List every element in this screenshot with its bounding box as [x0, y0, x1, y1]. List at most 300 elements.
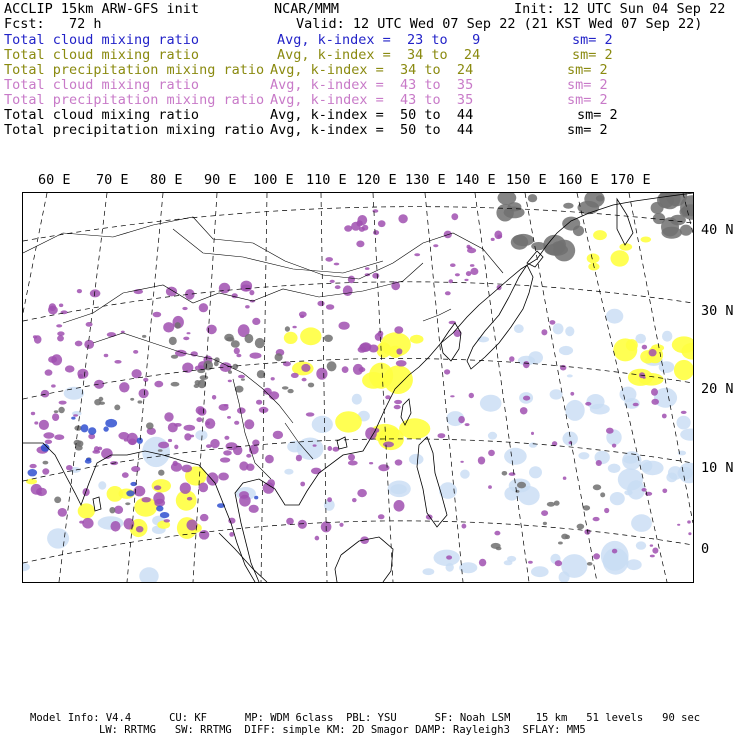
light-blue-field [666, 473, 677, 483]
purple-field [174, 423, 182, 427]
longitude-label: 160 E [558, 172, 599, 188]
light-blue-field [624, 490, 632, 495]
purple-field [488, 450, 495, 456]
legend-field-name: Total precipitation mixing ratio [4, 122, 265, 138]
purple-field [315, 536, 320, 541]
purple-field [394, 405, 401, 409]
purple-field [56, 324, 62, 327]
gray-field [562, 217, 580, 231]
purple-field [467, 245, 471, 249]
purple-field [136, 526, 144, 532]
forecast-hour: Fcst: 72 h [4, 16, 102, 32]
purple-field [352, 498, 357, 502]
purple-field [306, 412, 315, 416]
gray-field [142, 335, 146, 338]
purple-field [256, 400, 262, 405]
purple-field [218, 473, 229, 481]
purple-field [302, 378, 307, 382]
gray-field [58, 407, 64, 413]
purple-field [549, 320, 555, 325]
gray-field [583, 505, 590, 510]
purple-field [244, 419, 254, 429]
gray-field [158, 449, 163, 452]
purple-field [327, 497, 332, 502]
purple-field [199, 303, 208, 312]
purple-field [168, 439, 172, 442]
purple-field [31, 412, 35, 415]
purple-field [122, 472, 129, 478]
purple-field [182, 465, 193, 473]
purple-field [651, 388, 658, 395]
light-blue-field [640, 460, 652, 472]
purple-field [528, 561, 533, 564]
purple-field [206, 444, 212, 448]
yellow-field [399, 418, 430, 439]
purple-field [378, 220, 386, 227]
purple-field [286, 518, 294, 525]
purple-field [373, 209, 379, 213]
purple-field [369, 462, 373, 464]
purple-field [98, 447, 103, 451]
light-blue-field [480, 395, 502, 412]
purple-field [383, 442, 394, 448]
purple-field [394, 500, 405, 512]
gray-field [528, 194, 537, 202]
purple-field [219, 283, 230, 294]
light-blue-field [312, 416, 333, 433]
legend-field-name: Total precipitation mixing ratio [4, 92, 265, 108]
gray-field [175, 322, 181, 329]
purple-field [357, 489, 367, 497]
legend-field-name: Total precipitation mixing ratio [4, 62, 265, 78]
legend-smoothing: sm= 2 [567, 122, 608, 138]
purple-field [375, 333, 383, 341]
purple-field [153, 492, 164, 504]
purple-field [34, 421, 38, 424]
purple-field [300, 482, 305, 487]
coastline-korea [441, 323, 461, 361]
blue-field [28, 469, 38, 476]
purple-field [180, 483, 191, 494]
light-blue-field [514, 324, 524, 333]
purple-field [649, 349, 657, 356]
purple-field [398, 214, 407, 223]
latitude-label: 40 N [701, 222, 734, 238]
purple-field [164, 412, 173, 421]
purple-field [237, 407, 246, 413]
purple-field [687, 520, 691, 523]
yellow-field [284, 332, 298, 344]
purple-field [119, 382, 129, 392]
purple-field [48, 356, 57, 363]
purple-field [43, 432, 54, 438]
gray-field [543, 522, 547, 525]
purple-field [249, 290, 254, 295]
purple-field [94, 380, 104, 389]
purple-field [359, 343, 371, 352]
light-blue-field [680, 429, 693, 441]
purple-field [451, 213, 458, 220]
gray-field [558, 542, 563, 545]
purple-field [612, 549, 617, 554]
init-time: Init: 12 UTC Sun 04 Sep 22 [514, 1, 726, 17]
purple-field [450, 263, 456, 267]
purple-field [604, 508, 609, 513]
gray-field [226, 337, 235, 342]
gray-field [563, 203, 573, 209]
yellow-field [26, 479, 37, 485]
purple-field [541, 510, 548, 516]
purple-field [378, 514, 385, 519]
purple-field [158, 442, 169, 449]
purple-field [239, 461, 248, 470]
blue-field [85, 459, 92, 464]
gray-field [195, 380, 201, 385]
legend-smoothing: sm= 2 [572, 47, 613, 63]
gray-field [241, 378, 245, 380]
purple-field [563, 477, 567, 480]
purple-field [446, 555, 452, 559]
gray-field [125, 502, 130, 505]
gray-field [245, 334, 254, 343]
purple-field [207, 472, 219, 485]
purple-field [59, 401, 67, 405]
purple-field [104, 354, 109, 357]
gray-field [171, 355, 178, 359]
purple-field [131, 466, 140, 472]
purple-field [65, 365, 75, 372]
yellow-field [377, 342, 392, 358]
purple-field [464, 279, 468, 281]
gray-field [99, 402, 105, 405]
border-russia [23, 217, 503, 279]
purple-field [612, 444, 616, 448]
purple-field [224, 436, 229, 440]
purple-field [333, 447, 340, 452]
gray-field [680, 225, 692, 236]
purple-field [328, 446, 333, 451]
gray-field [255, 338, 265, 348]
purple-field [224, 404, 229, 406]
light-blue-field [139, 567, 158, 582]
purple-field [470, 264, 475, 267]
blue-field [103, 426, 108, 431]
light-blue-field [409, 454, 424, 465]
map-panel [22, 192, 694, 583]
purple-field [184, 425, 196, 431]
purple-field [395, 459, 403, 465]
purple-field [325, 257, 333, 262]
purple-field [531, 432, 534, 435]
purple-field [334, 263, 340, 266]
gray-field [171, 382, 180, 387]
legend-smoothing: sm= 2 [567, 92, 608, 108]
purple-field [249, 505, 259, 513]
gray-field [109, 507, 115, 513]
purple-field [339, 523, 343, 527]
legend-field-name: Total cloud mixing ratio [4, 107, 200, 123]
gray-field [200, 375, 209, 380]
purple-field [199, 530, 209, 540]
mixing-ratio-fields [23, 193, 693, 582]
purple-field [458, 416, 465, 423]
light-blue-field [98, 481, 106, 489]
gray-field [600, 492, 605, 497]
purple-field [79, 521, 84, 524]
purple-field [174, 445, 178, 450]
gray-field [547, 502, 555, 507]
yellow-field [611, 250, 629, 266]
purple-field [36, 488, 47, 496]
purple-field [187, 520, 198, 531]
blue-field [254, 496, 258, 500]
legend-smoothing: sm= 2 [572, 32, 613, 48]
purple-field [263, 482, 275, 494]
purple-field [335, 285, 341, 289]
purple-field [596, 460, 602, 466]
purple-field [585, 402, 591, 406]
gray-field [114, 405, 120, 411]
purple-field [57, 335, 64, 341]
yellow-field [641, 237, 652, 243]
purple-field [227, 416, 231, 419]
purple-field [455, 273, 460, 276]
light-blue-field [528, 351, 543, 364]
longitude-label: 100 E [253, 172, 294, 188]
border-mongolia [173, 229, 383, 273]
gray-field [54, 497, 61, 504]
purple-field [365, 267, 370, 270]
gray-field [169, 337, 177, 345]
latitude-label: 30 N [701, 303, 734, 319]
purple-field [184, 433, 191, 440]
gray-field [680, 207, 691, 217]
purple-field [114, 360, 121, 364]
grid-line [23, 282, 693, 321]
light-blue-field [388, 481, 411, 498]
purple-field [75, 341, 83, 347]
gray-field [593, 484, 601, 490]
coastline-hainan [337, 437, 347, 449]
light-blue-field [606, 309, 623, 324]
purple-field [372, 273, 379, 279]
purple-field [250, 353, 262, 359]
purple-field [220, 457, 230, 462]
latitude-label: 20 N [701, 381, 734, 397]
purple-field [77, 369, 88, 379]
grid-line [23, 193, 47, 313]
map-canvas [23, 193, 693, 582]
purple-field [643, 376, 646, 379]
purple-field [460, 461, 463, 463]
purple-field [348, 461, 358, 466]
purple-field [520, 407, 528, 414]
purple-field [66, 465, 73, 470]
legend-field-name: Total cloud mixing ratio [4, 77, 200, 93]
purple-field [570, 392, 574, 396]
gray-field [596, 195, 604, 201]
gray-field [515, 490, 519, 493]
gray-field [308, 383, 314, 388]
light-blue-field [677, 416, 691, 430]
purple-field [212, 395, 216, 400]
purple-field [45, 440, 52, 444]
purple-field [541, 329, 547, 335]
purple-field [252, 318, 260, 325]
blue-field [126, 490, 134, 496]
purple-field [450, 395, 454, 397]
purple-field [662, 414, 667, 419]
purple-field [139, 389, 149, 399]
legend-k-index: Avg, k-index = 34 to 24 [270, 62, 474, 78]
purple-field [232, 293, 238, 298]
purple-field [488, 485, 492, 489]
purple-field [52, 413, 59, 421]
purple-field [462, 524, 467, 529]
purple-field [444, 231, 452, 239]
light-blue-field [504, 560, 513, 565]
footer-physics-info: LW: RRTMG SW: RRTMG DIFF: simple KM: 2D Smagor DAMP: Rayleigh3 SFLAY: MM5 [99, 724, 586, 736]
longitude-label: 170 E [610, 172, 651, 188]
purple-field [396, 348, 402, 354]
blue-field [156, 506, 163, 512]
purple-field [494, 231, 502, 240]
purple-field [228, 380, 232, 383]
legend-smoothing: sm= 2 [567, 62, 608, 78]
gray-field [74, 440, 81, 446]
purple-field [353, 364, 363, 375]
purple-field [681, 411, 687, 414]
purple-field [650, 544, 653, 546]
purple-field [223, 450, 232, 455]
purple-field [378, 464, 389, 471]
purple-field [45, 369, 53, 375]
gray-field [146, 422, 154, 429]
purple-field [642, 488, 647, 492]
purple-field [593, 553, 600, 559]
purple-field [296, 455, 302, 462]
purple-field [142, 497, 151, 502]
purple-field [650, 555, 655, 558]
gray-field [138, 400, 143, 403]
purple-field [54, 434, 64, 440]
purple-field [662, 489, 667, 494]
purple-field [555, 560, 562, 566]
gray-field [285, 326, 290, 331]
purple-field [343, 285, 353, 296]
longitude-label: 130 E [405, 172, 446, 188]
purple-field [359, 227, 365, 232]
gray-field [502, 471, 508, 476]
purple-field [39, 420, 49, 430]
latitude-label: 0 [701, 541, 710, 557]
yellow-field [152, 479, 171, 492]
light-blue-field [631, 514, 652, 532]
purple-field [234, 348, 240, 355]
legend-k-index: Avg, k-index = 43 to 35 [270, 92, 474, 108]
yellow-field [593, 230, 607, 240]
valid-time: Valid: 12 UTC Wed 07 Sep 22 (21 KST Wed 07 Sep 22) [296, 16, 703, 32]
purple-field [30, 464, 37, 468]
blue-field [81, 424, 89, 432]
light-blue-field [578, 452, 589, 459]
light-blue-field [567, 374, 573, 377]
purple-field [342, 366, 349, 373]
light-blue-field [142, 437, 170, 467]
longitude-label: 120 E [356, 172, 397, 188]
purple-field [86, 322, 93, 327]
purple-field [59, 304, 63, 308]
light-blue-field [488, 432, 497, 440]
purple-field [357, 215, 367, 225]
light-blue-field [47, 528, 69, 548]
footer-model-info: Model Info: V4.4 CU: KF MP: WDM 6class PBL: YSU SF: Noah LSM 15 km 51 levels 90 sec [30, 712, 701, 724]
light-blue-field [23, 563, 30, 572]
blue-field [137, 438, 143, 444]
purple-field [298, 520, 307, 529]
purple-field [339, 322, 350, 330]
purple-field [593, 517, 600, 521]
purple-field [651, 399, 659, 405]
purple-field [199, 483, 209, 493]
yellow-field [587, 253, 600, 263]
purple-field [58, 508, 67, 517]
light-blue-field [553, 323, 564, 334]
purple-field [238, 375, 245, 379]
gray-field [130, 398, 134, 401]
purple-field [326, 304, 334, 310]
purple-field [236, 354, 241, 358]
longitude-label: 140 E [455, 172, 496, 188]
purple-field [187, 332, 191, 334]
gray-field [158, 470, 164, 476]
purple-field [239, 491, 249, 499]
purple-field [118, 432, 129, 440]
longitude-label: 70 E [96, 172, 129, 188]
light-blue-field [601, 541, 629, 571]
light-blue-field [636, 541, 646, 549]
purple-field [246, 454, 251, 458]
light-blue-field [623, 456, 637, 464]
purple-field [356, 241, 364, 248]
purple-field [396, 360, 407, 366]
light-blue-field [550, 389, 563, 399]
gray-field [517, 482, 526, 489]
purple-field [677, 524, 680, 526]
purple-field [82, 518, 93, 529]
purple-field [229, 532, 234, 537]
legend-k-index: Avg, k-index = 43 to 35 [270, 77, 474, 93]
purple-field [49, 303, 56, 311]
coastline-philippines [417, 437, 447, 527]
purple-field [494, 531, 500, 536]
purple-field [271, 377, 275, 380]
gray-field [231, 340, 240, 347]
legend-field-name: Total cloud mixing ratio [4, 47, 200, 63]
purple-field [57, 331, 64, 336]
longitude-label: 60 E [38, 172, 71, 188]
purple-field [265, 455, 274, 464]
purple-field [469, 393, 474, 398]
gray-field [275, 353, 283, 361]
purple-field [187, 497, 192, 501]
purple-field [394, 326, 403, 333]
purple-field [316, 368, 327, 380]
purple-field [206, 325, 216, 335]
purple-field [107, 332, 116, 337]
gray-field [587, 562, 593, 566]
yellow-field [335, 411, 362, 432]
